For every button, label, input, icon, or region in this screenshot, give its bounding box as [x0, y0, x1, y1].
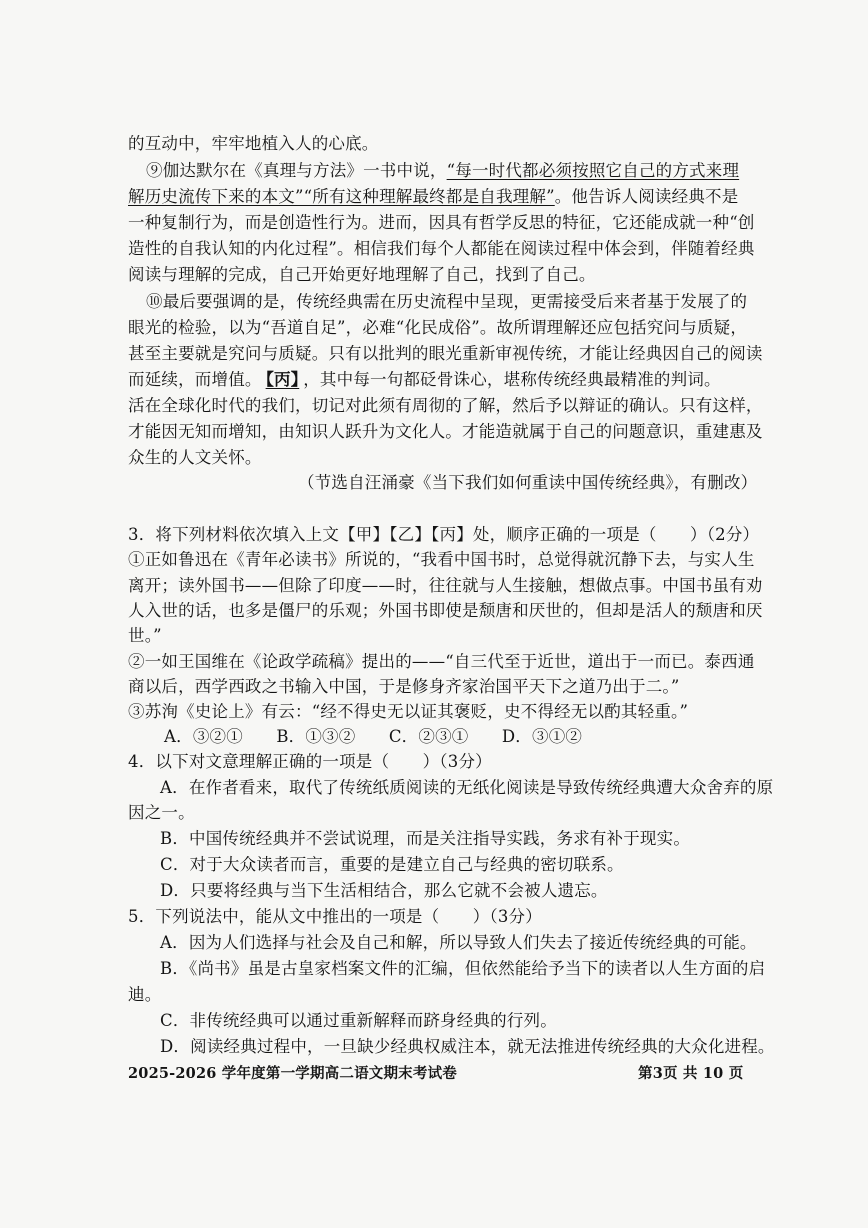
paragraph-9-line: 一种复制行为，而是创造性行为。进而，因具有哲学反思的特征，它还能成就一种“创	[128, 213, 755, 232]
question-4-option-d: D．只要将经典与当下生活相结合，那么它就不会被人遗忘。	[160, 881, 608, 900]
p9-quote-underlined: 解历史流传下来的本文”“所有这种理解最终都是自我理解”	[128, 187, 555, 206]
question-3-options: A．③②① B．①③② C．②③① D．③①②	[164, 727, 583, 746]
p10-text: 而延续，而增值。	[128, 370, 262, 389]
material-1-line: 人入世的话，也多是僵尸的乐观；外国书即使是颓唐和厌世的，但却是活人的颓唐和厌	[128, 601, 763, 620]
material-1-line: 世。”	[128, 626, 162, 645]
question-5-option-a: A．因为人们选择与社会及自己和解，所以导致人们失去了接近传统经典的可能。	[160, 933, 757, 952]
question-5-option-d: D．阅读经典过程中，一旦缺少经典权威注本，就无法推进传统经典的大众化进程。	[160, 1037, 775, 1056]
question-5-option-b: 迪。	[128, 985, 162, 1004]
paragraph-10-line: 才能因无知而增知，由知识人跃升为文化人。才能造就属于自己的问题意识，重建惠及	[128, 422, 763, 441]
paragraph-10-line	[128, 369, 721, 391]
p9-text: ⑨伽达默尔在《真理与方法》一书中说，	[146, 161, 447, 180]
p10-text: ，其中每一句都砭骨诛心，堪称传统经典最精准的判词。	[303, 370, 721, 389]
question-4-option-c: C．对于大众读者而言，重要的是建立自己与经典的密切联系。	[160, 855, 624, 874]
footer-exam-title: 2025-2026 学年度第一学期高二语文期末考试卷	[128, 1065, 457, 1082]
paragraph-10-line: ⑩最后要强调的是，传统经典需在历史流程中呈现，更需接受后来者基于发展了的	[146, 292, 748, 311]
footer-page-number: 第3页 共 10 页	[638, 1065, 744, 1082]
paragraph-10-line: 眼光的检验，以为“吾道自足”，必难“化民成俗”。故所谓理解还应包括究问与质疑，	[128, 318, 748, 337]
material-2-line: 商以后，西学西政之书输入中国，于是修身齐家治国平天下之道乃出于二。”	[128, 677, 680, 696]
paragraph-10-line: 甚至主要就是究问与质疑。只有以批判的眼光重新审视传统，才能让经典因自己的阅读	[128, 344, 763, 363]
paragraph-10-line: 众生的人文关怀。	[128, 448, 262, 467]
question-5-option-b: B．《尚书》虽是古皇家档案文件的汇编，但依然能给予当下的读者以人生方面的启	[160, 959, 766, 978]
question-4-stem: 4．以下对文意理解正确的一项是（ ）（3分）	[128, 752, 492, 771]
paragraph-9-line: 造性的自我认知的内化过程”。相信我们每个人都能在阅读过程中体会到，伴随着经典	[128, 239, 755, 258]
material-1-line: 离开；读外国书——但除了印度——时，往往就与人生接触，想做点事。中国书虽有劝	[128, 576, 763, 595]
blank-marker-bing: 【丙】	[265, 370, 300, 389]
question-4-option-b: B．中国传统经典并不尝试说理，而是关注指导实践，务求有补于现实。	[160, 829, 691, 848]
material-3-line: ③苏洵《史论上》有云：“经不得史无以证其褒贬，史不得经无以酌其轻重。”	[128, 702, 689, 721]
p9-quote-underlined: “每一时代都必须按照它自己的方式来理	[446, 161, 740, 180]
paragraph-10-line: 活在全球化时代的我们，切记对此须有周彻的了解，然后予以辩证的确认。只有这样，	[128, 396, 763, 415]
paragraph-9-line	[128, 186, 738, 208]
question-3-stem: 3．将下列材料依次填入上文【甲】【乙】【丙】处，顺序正确的一项是（ ）（2分）	[128, 525, 760, 544]
question-5-stem: 5．下列说法中，能从文中推出的一项是（ ）（3分）	[128, 907, 542, 926]
question-4-option-a: 因之一。	[128, 803, 195, 822]
paragraph-9-line: 阅读与理解的完成，自己开始更好地理解了自己，找到了自己。	[128, 265, 596, 284]
question-4-option-a: A．在作者看来，取代了传统纸质阅读的无纸化阅读是导致传统经典遭大众舍弃的原	[160, 778, 774, 797]
passage-line: 的互动中，牢牢地植入人的心底。	[128, 134, 379, 153]
material-1-line: ①正如鲁迅在《青年必读书》所说的，“我看中国书时，总觉得就沉静下去，与实人生	[128, 550, 755, 569]
question-5-option-c: C．非传统经典可以通过重新解释而跻身经典的行列。	[160, 1011, 557, 1030]
p9-text: 。他告诉人阅读经典不是	[554, 187, 739, 206]
paragraph-9-line	[146, 160, 739, 182]
passage-source: （节选自汪涌豪《当下我们如何重读中国传统经典》，有删改）	[298, 473, 758, 492]
material-2-line: ②一如王国维在《论政学疏稿》提出的——“自三代至于近世，道出于一而已。泰西通	[128, 652, 755, 671]
